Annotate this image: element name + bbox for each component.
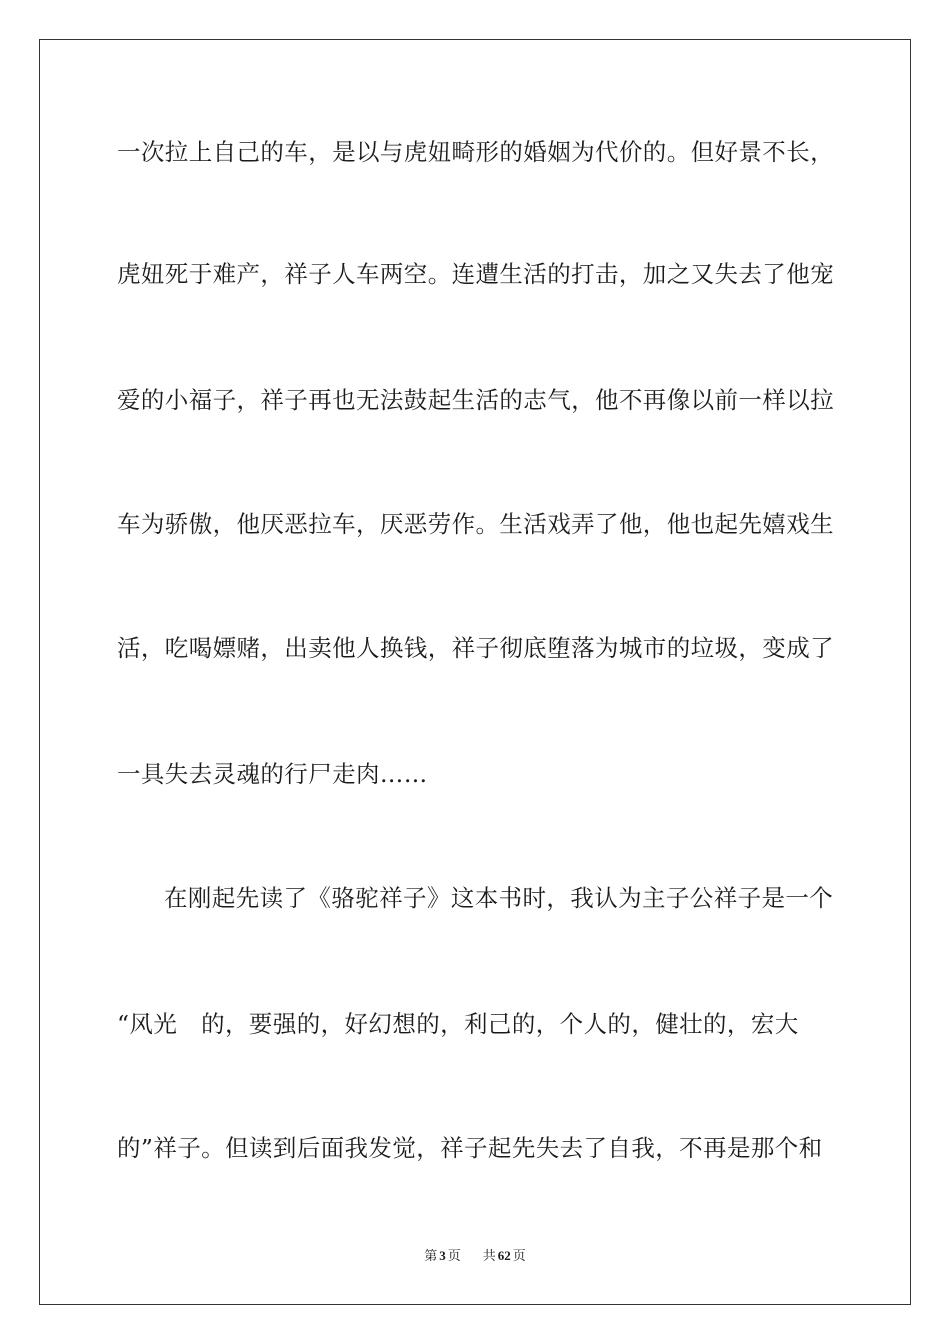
page-number: 3	[439, 1248, 446, 1263]
page-footer	[0, 1247, 950, 1266]
body-line-2: 虎妞死于难产，祥子人车两空。连遭生活的打击，加之又失去了他宠	[117, 260, 834, 288]
page-prefix: 第	[424, 1249, 438, 1264]
page-border	[39, 39, 911, 1305]
total-prefix: 共	[482, 1249, 496, 1264]
body-line-5: 活，吃喝嫖赌，出卖他人换钱，祥子彻底堕落为城市的垃圾，变成了	[117, 634, 834, 662]
body-line-9: 的”祥子。但读到后面我发觉，祥子起先失去了自我，不再是那个和	[117, 1134, 823, 1162]
body-line-8: “风光 的，要强的，好幻想的，利己的，个人的，健壮的，宏大	[117, 1010, 799, 1038]
body-line-1: 一次拉上自己的车，是以与虎妞畸形的婚姻为代价的。但好景不长，	[117, 138, 834, 166]
total-suffix: 页	[512, 1249, 526, 1264]
body-line-4: 车为骄傲，他厌恶拉车，厌恶劳作。生活戏弄了他，他也起先嬉戏生	[117, 510, 834, 538]
body-line-7: 在刚起先读了《骆驼祥子》这本书时，我认为主子公祥子是一个	[164, 884, 834, 912]
page-suffix: 页	[447, 1249, 461, 1264]
body-line-3: 爱的小福子，祥子再也无法鼓起生活的志气，他不再像以前一样以拉	[117, 386, 834, 414]
total-pages: 62	[497, 1248, 511, 1263]
body-line-6: 一具失去灵魂的行尸走肉……	[117, 760, 428, 788]
